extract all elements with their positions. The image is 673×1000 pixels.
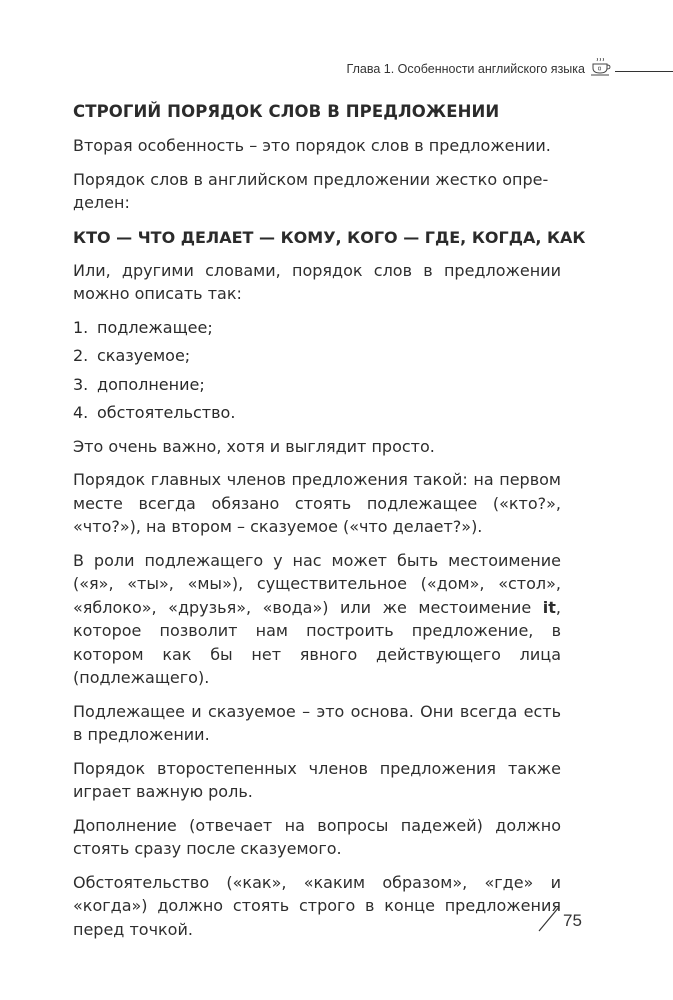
- paragraph: Это очень важно, хотя и выглядит просто.: [73, 436, 435, 456]
- teacup-icon: [589, 58, 611, 80]
- keyword-it: it: [542, 597, 556, 617]
- paragraph: Порядок слов в английском предложении жестко опре- делен:: [73, 169, 549, 212]
- chapter-title: Глава 1. Особенности английского языка: [346, 62, 585, 76]
- word-order-formula: КТО — ЧТО ДЕЛАЕТ — КОМУ, КОГО — ГДЕ, КОГДА, КАК: [73, 227, 586, 247]
- paragraph: Или, другими словами, порядок слов в предложении можно описать так:: [73, 260, 561, 303]
- paragraph: Порядок второстепенных членов предложения также играет важную роль.: [73, 758, 561, 801]
- header-rule: [615, 71, 673, 72]
- slash-decoration: [535, 905, 563, 935]
- paragraph: Обстоятельство («как», «каким образом», «где» и «когда») должно стоять строго в конце предложения перед точкой.: [73, 872, 561, 939]
- paragraph: Вторая особенность – это порядок слов в предложении.: [73, 136, 551, 155]
- paragraph: Дополнение (отвечает на вопросы падежей) должно стоять сразу после сказуемого.: [73, 815, 561, 858]
- word-order-list: [73, 316, 561, 425]
- list-item: 4. обстоятельство.: [73, 403, 236, 422]
- page-footer: [535, 905, 595, 935]
- running-header: [330, 62, 673, 82]
- section-heading: СТРОГИЙ ПОРЯДОК СЛОВ В ПРЕДЛОЖЕНИИ: [73, 102, 500, 121]
- paragraph: Порядок главных членов предложения такой: на первом месте всегда обязано стоять подлежащее («кто?», «что?»), на втором – сказуемое («что делает?»).: [73, 470, 561, 536]
- page-number: 75: [563, 911, 582, 930]
- list-item: 3. дополнение;: [73, 374, 205, 394]
- paragraph: Подлежащее и сказуемое – это основа. Они всегда есть в предложении.: [73, 701, 561, 744]
- list-item: 1. подлежащее;: [73, 317, 213, 337]
- paragraph: В роли подлежащего у нас может быть местоимение («я», «ты», «мы»), существительное («дом», «стол», «яблоко», «друзья», «вода») или же местоимение it, которое позволит нам построить предложение, в котором как бы нет явного действующего лица (подлежащего).: [73, 550, 561, 687]
- list-item: 2. сказуемое;: [73, 346, 191, 365]
